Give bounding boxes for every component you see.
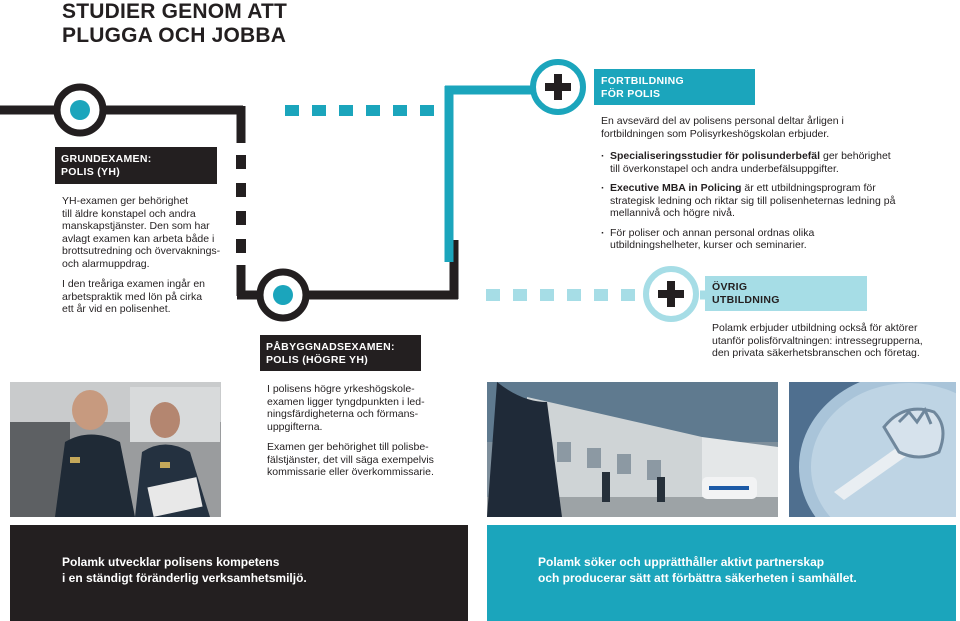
bullet-bold: Executive MBA in Policing	[610, 182, 742, 194]
text-line: Examen ger behörighet till polisbe-	[267, 441, 429, 453]
text-line: den privata säkerhetsbranschen och företag.	[712, 347, 920, 359]
text-line: fälstjänster, det vill säga exempelvis	[267, 453, 434, 466]
list-item	[601, 182, 901, 220]
plus-icon-fortbildning	[533, 62, 583, 112]
text-line: ett år vid en polisenhet.	[62, 303, 171, 315]
text-line: examen ligger tyngdpunkten i led-	[267, 395, 425, 408]
grundexamen-paragraph-2	[62, 278, 232, 316]
page-title-line-2: PLUGGA OCH JOBBA	[62, 24, 287, 47]
fortbildning-label	[594, 69, 755, 105]
grundexamen-label	[55, 147, 217, 184]
fortbildning-label-line-1: FORTBILDNING	[601, 75, 684, 87]
ovrig-label-line-2: UTBILDNING	[712, 294, 780, 306]
ovrig-text	[712, 322, 952, 360]
text-line: I polisens högre yrkeshögskole-	[267, 383, 415, 395]
grundexamen-paragraph-1	[62, 195, 232, 270]
photo-emblem-illustration	[789, 382, 956, 517]
text-line: utanför polisförvaltningen: intressegrupperna,	[712, 334, 923, 347]
banner-left	[10, 525, 468, 621]
pabyggnad-label-line-2: POLIS (HÖGRE YH)	[266, 354, 369, 366]
photo-car-illustration	[10, 382, 221, 517]
text-line: YH-examen ger behörighet	[62, 195, 189, 207]
text-line: I den treåriga examen ingår en	[62, 278, 206, 290]
text-line: fortbildningen som Polisyrkeshögskolan erbjuder.	[601, 127, 830, 140]
police-emblem-photo	[789, 382, 956, 517]
bullet-bold: Specialiseringsstudier för polisunderbefäl	[610, 150, 821, 162]
banner-right-line-2: och producerar sätt att förbättra säkerheten i samhället.	[538, 571, 857, 585]
grundexamen-label-line-1: GRUNDEXAMEN:	[61, 153, 152, 165]
text-line: till äldre konstapel och andra	[62, 207, 196, 220]
bullet-text: är ett utbildningsprogram för strategisk ledning och riktar sig till polisenheternas ledning på mellannivå och högre nivå.	[610, 182, 896, 219]
banner-right-line-1: Polamk söker och upprätthåller aktivt partnerskap	[538, 555, 825, 569]
plus-icon-ovrig	[646, 269, 696, 319]
text-line: kommissarie eller överkommissarie.	[267, 466, 434, 478]
police-station-photo	[487, 382, 778, 517]
fortbildning-label-line-2: FÖR POLIS	[601, 88, 661, 100]
banner-left-line-1: Polamk utvecklar polisens kompetens	[62, 555, 280, 569]
circle-node-icon-grundexamen	[57, 87, 103, 133]
path-dark-vertical-dashes	[236, 155, 246, 253]
pabyggnad-label	[260, 335, 421, 371]
text-line: En avsevärd del av polisens personal deltar årligen i	[601, 115, 844, 127]
text-line: avlagt examen kan arbeta både i	[62, 232, 215, 245]
ovrig-label	[705, 276, 867, 311]
text-line: ningsfärdigheterna och förmans-	[267, 408, 419, 420]
bullet-text: För poliser och annan personal ordnas olika utbildningshelheter, kurser och seminarier.	[610, 226, 815, 251]
text-line: manskapstjänster. Den som har	[62, 220, 210, 232]
text-line: uppgifterna.	[267, 420, 323, 433]
text-line: Polamk erbjuder utbildning också för aktörer	[712, 322, 918, 334]
pabyggnad-paragraph-1	[267, 383, 467, 433]
fortbildning-bullet-list	[601, 150, 901, 252]
text-line: arbetspraktik med lön på cirka	[62, 290, 203, 303]
police-officers-in-car-photo	[10, 382, 221, 517]
list-item	[601, 227, 901, 252]
list-item	[601, 150, 901, 175]
text-line: brottsutredning och övervaknings-	[62, 245, 221, 257]
circle-node-icon-pabyggnad	[260, 272, 306, 318]
banner-right	[487, 525, 956, 621]
banner-left-line-2: i en ständigt föränderlig verksamhetsmiljö.	[62, 571, 307, 585]
bullet-text: ger behörighet till överkonstapel och andra underbefälsuppgifter.	[610, 150, 891, 175]
text-line: och alarmuppdrag.	[62, 257, 150, 270]
path-teal-dashes-top	[285, 105, 434, 116]
fortbildning-intro	[601, 115, 901, 140]
grundexamen-label-line-2: POLIS (YH)	[61, 166, 121, 178]
fortbildning-text	[601, 115, 901, 259]
pabyggnad-paragraph-2	[267, 441, 467, 479]
ovrig-label-line-1: ÖVRIG	[712, 281, 748, 293]
page-title-line-1: STUDIER GENOM ATT	[62, 0, 288, 23]
pabyggnad-text	[267, 383, 467, 487]
path-light-teal-dashes	[486, 289, 635, 301]
photo-station-illustration	[487, 382, 778, 517]
grundexamen-text	[62, 195, 232, 324]
pabyggnad-label-line-1: PÅBYGGNADSEXAMEN:	[266, 341, 395, 353]
